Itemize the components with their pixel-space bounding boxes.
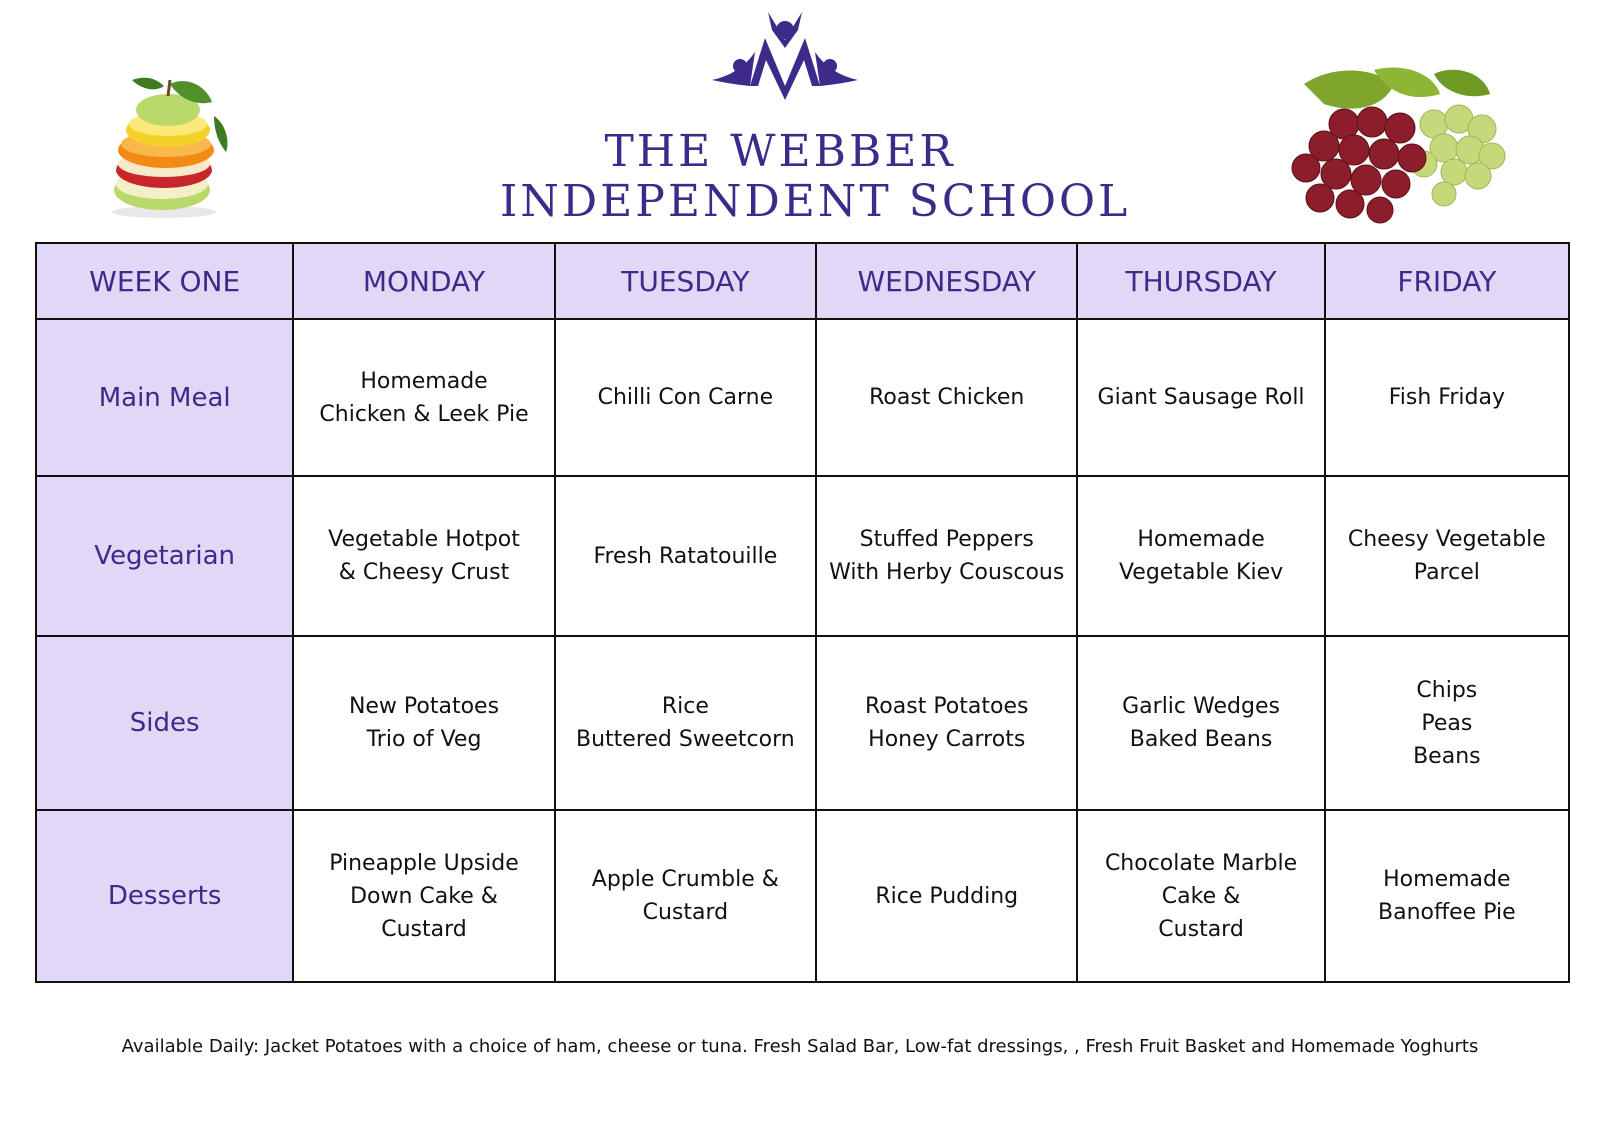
grapes-image xyxy=(1284,64,1524,234)
column-header-thursday: THURSDAY xyxy=(1077,243,1324,319)
available-daily-note: Available Daily: Jacket Potatoes with a choice of ham, cheese or tuna. Fresh Salad Bar, Low-fat dressings, , Fresh Fruit Basket and Homemade Yoghurts xyxy=(121,1036,1479,1057)
fruit-stack-image xyxy=(102,72,242,222)
menu-cell: Roast Potatoes Honey Carrots xyxy=(816,636,1077,810)
menu-cell: New Potatoes Trio of Veg xyxy=(293,636,554,810)
menu-cell: Homemade Vegetable Kiev xyxy=(1077,476,1324,636)
table-row-desserts xyxy=(36,810,1569,982)
menu-cell: Pineapple Upside Down Cake & Custard xyxy=(293,810,554,982)
table-row-vegetarian xyxy=(36,476,1569,636)
row-label-main-meal: Main Meal xyxy=(36,319,293,476)
menu-cell: Fresh Ratatouille xyxy=(555,476,816,636)
column-header-tuesday: TUESDAY xyxy=(555,243,816,319)
table-row-sides xyxy=(36,636,1569,810)
menu-cell: Homemade Chicken & Leek Pie xyxy=(293,319,554,476)
menu-cell: Stuffed Peppers With Herby Couscous xyxy=(816,476,1077,636)
menu-cell: Apple Crumble & Custard xyxy=(555,810,816,982)
row-label-desserts: Desserts xyxy=(36,810,293,982)
weekly-menu-table xyxy=(35,242,1570,983)
week-label-header: WEEK ONE xyxy=(36,243,293,319)
row-label-sides: Sides xyxy=(36,636,293,810)
menu-cell: Giant Sausage Roll xyxy=(1077,319,1324,476)
school-name-line2: INDEPENDENT SCHOOL xyxy=(500,176,1131,227)
menu-cell: Homemade Banoffee Pie xyxy=(1325,810,1569,982)
menu-cell: Roast Chicken xyxy=(816,319,1077,476)
menu-cell: Rice Pudding xyxy=(816,810,1077,982)
column-header-monday: MONDAY xyxy=(293,243,554,319)
webber-figures-logo-icon xyxy=(710,8,860,108)
menu-cell: Garlic Wedges Baked Beans xyxy=(1077,636,1324,810)
menu-cell: Chilli Con Carne xyxy=(555,319,816,476)
row-label-vegetarian: Vegetarian xyxy=(36,476,293,636)
menu-cell: Rice Buttered Sweetcorn xyxy=(555,636,816,810)
school-logo xyxy=(500,8,1131,227)
menu-cell: Chips Peas Beans xyxy=(1325,636,1569,810)
school-name-line1: THE WEBBER xyxy=(604,126,956,177)
menu-cell: Cheesy Vegetable Parcel xyxy=(1325,476,1569,636)
menu-cell: Chocolate Marble Cake & Custard xyxy=(1077,810,1324,982)
menu-cell: Vegetable Hotpot & Cheesy Crust xyxy=(293,476,554,636)
menu-cell: Fish Friday xyxy=(1325,319,1569,476)
column-header-friday: FRIDAY xyxy=(1325,243,1569,319)
table-header-row xyxy=(36,243,1569,319)
column-header-wednesday: WEDNESDAY xyxy=(816,243,1077,319)
table-row-main-meal xyxy=(36,319,1569,476)
